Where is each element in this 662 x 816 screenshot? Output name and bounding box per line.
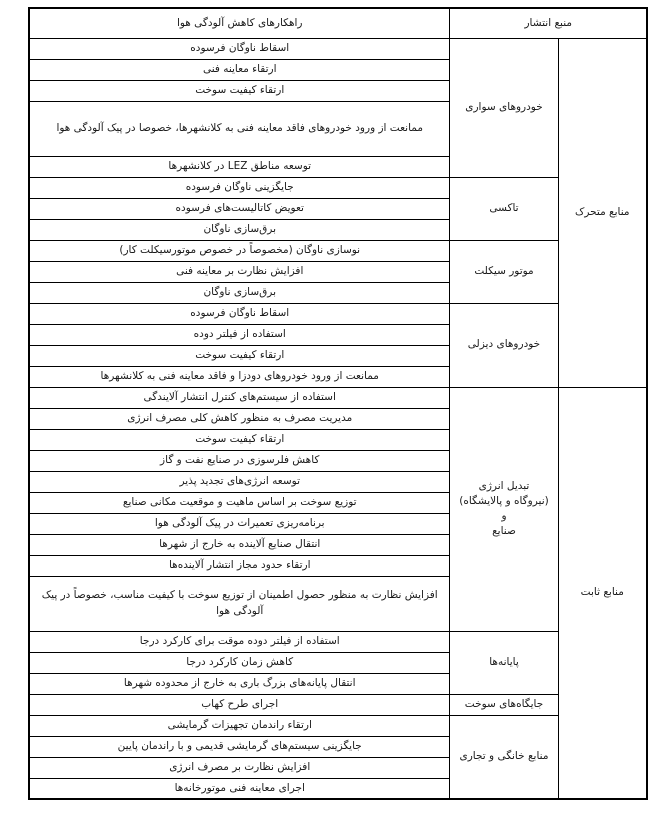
measure-cell: استفاده از فیلتر دوده <box>29 324 450 345</box>
measure-cell: اسقاط ناوگان فرسوده <box>29 38 450 59</box>
measure-cell: توسعه مناطق LEZ در کلانشهرها <box>29 156 450 177</box>
measure-cell: تعویض کاتالیست‌های فرسوده <box>29 198 450 219</box>
measure-cell: کاهش فلرسوزی در صنایع نفت و گاز <box>29 450 450 471</box>
table-row <box>29 240 647 261</box>
measure-cell: ارتقاء کیفیت سوخت <box>29 429 450 450</box>
subcategory-cell: تبدیل انرژی (نیروگاه و پالایشگاه) و صنایع <box>450 387 558 631</box>
table-row <box>29 631 647 652</box>
table-row <box>29 715 647 736</box>
table-row <box>29 38 647 59</box>
emission-reduction-table <box>28 7 648 800</box>
table-body <box>29 38 647 799</box>
measure-cell: نوسازی ناوگان (مخصوصاً در خصوص موتورسیکلت کار) <box>29 240 450 261</box>
measure-cell: افزایش نظارت بر معاینه فنی <box>29 261 450 282</box>
subcategory-cell: تاکسی <box>450 177 558 240</box>
measure-cell: ارتقاء کیفیت سوخت <box>29 80 450 101</box>
measure-cell: جایگزینی ناوگان فرسوده <box>29 177 450 198</box>
subcategory-cell: خودروهای سواری <box>450 38 558 177</box>
header-row <box>29 8 647 38</box>
category-cell: منابع متحرک <box>558 38 647 387</box>
measure-cell: برق‌سازی ناوگان <box>29 219 450 240</box>
measure-cell: افزایش نظارت به منظور حصول اطمینان از توزیع سوخت با کیفیت مناسب، خصوصاً در پیک آلودگی هوا <box>29 576 450 631</box>
measure-cell: ممانعت از ورود خودروهای فاقد معاینه فنی به کلانشهرها، خصوصا در پیک آلودگی هوا <box>29 101 450 156</box>
measure-cell: انتقال صنایع آلاینده به خارج از شهرها <box>29 534 450 555</box>
measure-cell: کاهش زمان کارکرد درجا <box>29 652 450 673</box>
measure-cell: افزایش نظارت بر مصرف انرژی <box>29 757 450 778</box>
measure-cell: ارتقاء کیفیت سوخت <box>29 345 450 366</box>
measure-cell: ارتقاء راندمان تجهیزات گرمایشی <box>29 715 450 736</box>
subcategory-cell: خودروهای دیزلی <box>450 303 558 387</box>
measure-cell: اجرای طرح کهاب <box>29 694 450 715</box>
measure-cell: مدیریت مصرف به منظور کاهش کلی مصرف انرژی <box>29 408 450 429</box>
measure-cell: اجرای معاینه فنی موتورخانه‌ها <box>29 778 450 799</box>
table-row <box>29 177 647 198</box>
measure-cell: ارتقاء معاینه فنی <box>29 59 450 80</box>
subcategory-cell: پایانه‌ها <box>450 631 558 694</box>
measure-cell: برنامه‌ریزی تعمیرات در پیک آلودگی هوا <box>29 513 450 534</box>
measure-cell: انتقال پایانه‌های بزرگ باری به خارج از محدوده شهرها <box>29 673 450 694</box>
table-row <box>29 303 647 324</box>
measure-cell: توزیع سوخت بر اساس ماهیت و موقعیت مکانی صنایع <box>29 492 450 513</box>
header-reduction-measures: راهکارهای کاهش آلودگی هوا <box>29 8 450 38</box>
table-row <box>29 694 647 715</box>
measure-cell: اسقاط ناوگان فرسوده <box>29 303 450 324</box>
measure-cell: ممانعت از ورود خودروهای دودزا و فاقد معاینه فنی به کلانشهرها <box>29 366 450 387</box>
category-cell: منابع ثابت <box>558 387 647 799</box>
measure-cell: استفاده از فیلتر دوده موقت برای کارکرد درجا <box>29 631 450 652</box>
measure-cell: توسعه انرژی‌های تجدید پذیر <box>29 471 450 492</box>
subcategory-cell: جایگاه‌های سوخت <box>450 694 558 715</box>
header-emission-source: منبع انتشار <box>450 8 647 38</box>
table-container <box>30 7 648 800</box>
subcategory-cell: موتور سیکلت <box>450 240 558 303</box>
measure-cell: برق‌سازی ناوگان <box>29 282 450 303</box>
table-header <box>29 8 647 38</box>
subcategory-cell: منابع خانگی و تجاری <box>450 715 558 799</box>
measure-cell: جایگزینی سیستم‌های گرمایشی قدیمی و با راندمان پایین <box>29 736 450 757</box>
measure-cell: استفاده از سیستم‌های کنترل انتشار آلایندگی <box>29 387 450 408</box>
measure-cell: ارتقاء حدود مجاز انتشار آلاینده‌ها <box>29 555 450 576</box>
table-row <box>29 387 647 408</box>
